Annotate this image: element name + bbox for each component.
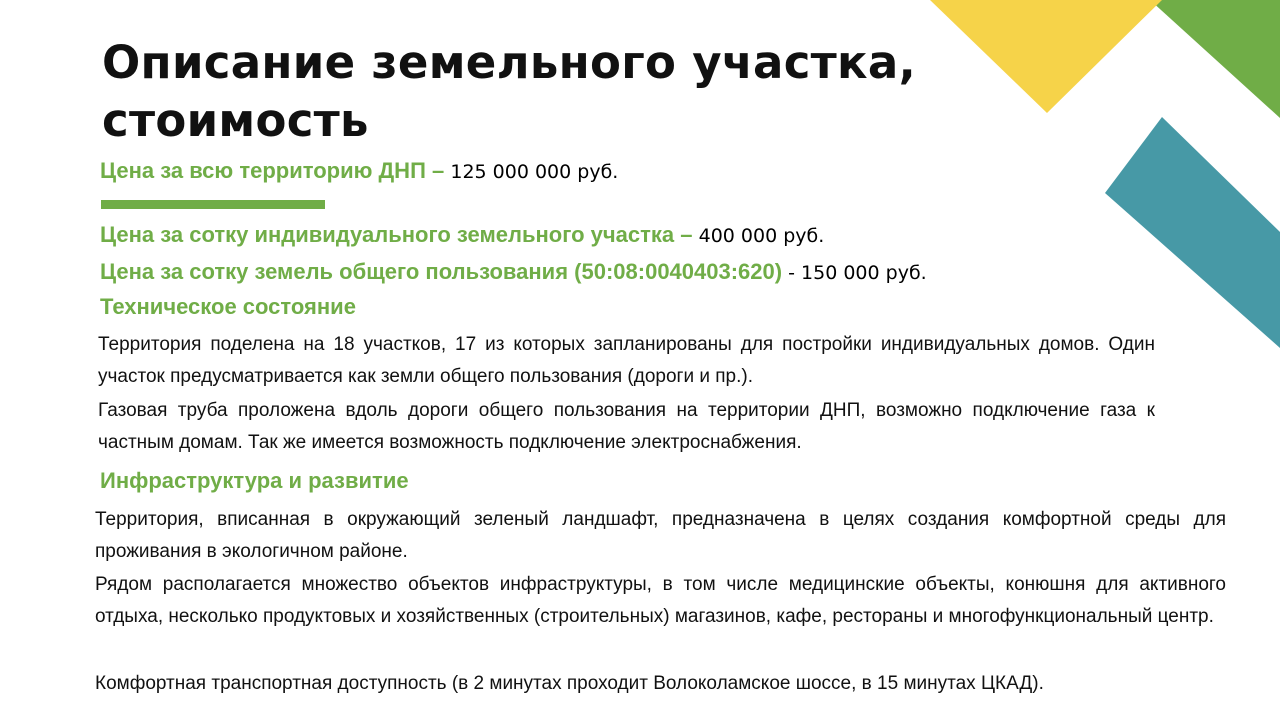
price-common-land-separator: - bbox=[782, 262, 802, 284]
green-corner-triangle bbox=[1150, 0, 1280, 118]
infrastructure-heading: Инфраструктура и развитие bbox=[100, 468, 409, 493]
price-individual-plot-label: Цена за сотку индивидуального земельного участка bbox=[100, 222, 675, 247]
infrastructure-paragraph-3: Комфортная транспортная доступность (в 2 минутах проходит Волоколамское шоссе, в 15 минутах ЦКАД). bbox=[95, 673, 1044, 694]
price-common-land bbox=[100, 259, 927, 285]
technical-heading: Техническое состояние bbox=[100, 294, 356, 319]
page-title-line-2: стоимость bbox=[102, 94, 369, 147]
price-individual-plot-separator: – bbox=[674, 222, 699, 247]
price-common-land-label: Цена за сотку земель общего пользования (50:08:0040403:620) bbox=[100, 259, 783, 284]
price-territory-separator: – bbox=[425, 158, 451, 183]
green-divider bbox=[101, 200, 325, 209]
teal-band bbox=[1105, 117, 1280, 348]
price-territory-label: Цена за всю территорию ДНП bbox=[100, 158, 426, 183]
page-title-line-1: Описание земельного участка, bbox=[102, 36, 916, 89]
price-individual-plot bbox=[100, 222, 824, 248]
page-title bbox=[102, 34, 922, 150]
price-territory-value: 125 000 000 руб. bbox=[450, 161, 619, 183]
technical-paragraph-2: Газовая труба проложена вдоль дороги общего пользования на территории ДНП, возможно подключение газа к частным домам. Так же имеется возможность подключение электроснабжения. bbox=[98, 400, 1155, 453]
price-individual-plot-value: 400 000 руб. bbox=[698, 225, 825, 247]
technical-paragraph-1: Территория поделена на 18 участков, 17 из которых запланированы для постройки индивидуальных домов. Один участок предусматривается как земли общего пользования (дороги и пр.). bbox=[98, 334, 1155, 387]
infrastructure-paragraph-2: Рядом располагается множество объектов инфраструктуры, в том числе медицинские объекты, конюшня для активного отдыха, несколько продуктовых и хозяйственных (строительных) магазинов, кафе, рестораны и многофункциональный центр. bbox=[95, 574, 1226, 627]
price-territory bbox=[100, 158, 618, 184]
price-common-land-value: 150 000 руб. bbox=[801, 262, 927, 284]
yellow-triangle bbox=[930, 0, 1162, 113]
infrastructure-paragraph-1: Территория, вписанная в окружающий зеленый ландшафт, предназначена в целях создания комфортной среды для проживания в экологичном районе. bbox=[95, 509, 1226, 562]
